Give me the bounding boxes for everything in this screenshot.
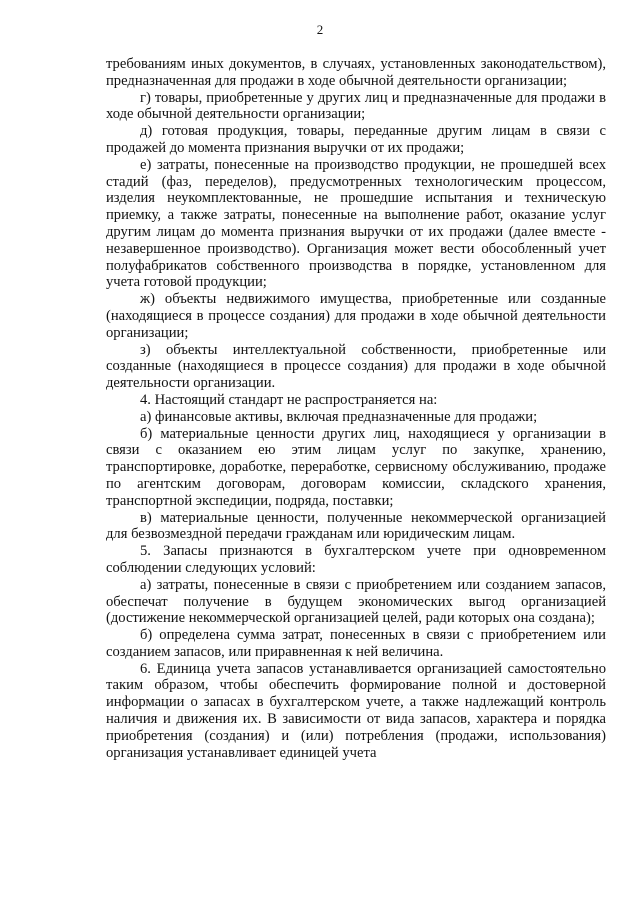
paragraph-clause-6: 6. Единица учета запасов устанавливается организацией самостоятельно таким образом, чтобы обеспечить формирование полной и достоверной информации о запасах в бухгалтерском учете, а также надлежащий контроль наличия и движения их. В зависимости от вида запасов, характера и порядка приобретения (создания) и (или) потребления (продажи, использования) организация устанавливает единицей учета — [106, 660, 606, 761]
paragraph-clause-5-b: б) определена сумма затрат, понесенных в связи с приобретением или созданием запасов, или приравненная к ней величина. — [106, 627, 606, 660]
paragraph-item-zh: ж) объекты недвижимого имущества, приобретенные или созданные (находящиеся в процессе создания) для продажи в ходе обычной деятельности организации; — [106, 291, 606, 341]
paragraph-clause-5-a: а) затраты, понесенные в связи с приобретением или созданием запасов, обеспечат получение в будущем экономических выгод организацией (достижение некоммерческой организацией целей, ради которых она создана); — [106, 576, 606, 627]
paragraph-clause-4-a: а) финансовые активы, включая предназначенные для продажи; — [140, 408, 538, 425]
paragraph-clause-4-v: в) материальные ценности, полученные некоммерческой организацией для безвозмездной передачи гражданам или юридическим лицам. — [106, 509, 606, 543]
paragraph-clause-4-b: б) материальные ценности других лиц, находящиеся у организации в связи с оказанием ею этим лицам услуг по закупке, хранению, транспортировке, доработке, переработке, сервисному обслуживанию, продаже по агентским договорам, договорам комиссии, складского хранения, транспортной экспедиции, подряда, поставки; — [106, 425, 606, 509]
page-number: 2 — [316, 22, 324, 37]
paragraph-item-g: г) товары, приобретенные у других лиц и предназначенные для продажи в ходе обычной деятельности организации; — [106, 89, 606, 123]
paragraph-continuation: требованиям иных документов, в случаях, установленных законодательством), предназначенная для продажи в ходе обычной деятельности организации; — [106, 56, 606, 89]
paragraph-item-e: е) затраты, понесенные на производство продукции, не прошедшей всех стадий (фаз, переделов), предусмотренных технологическим процессом, изделия неукомплектованные, не прошедшие испытания и техническую приемку, а также затраты, понесенные на выполнение работ, оказание услуг другим лицам до момента признания выручки от их продажи (далее вместе - незавершенное производство). Организация может вести обособленный учет полуфабрикатов собственного производства в порядке, установленном для учета готовой продукции; — [106, 156, 606, 291]
document-body — [106, 56, 606, 761]
paragraph-clause-5: 5. Запасы признаются в бухгалтерском учете при одновременном соблюдении следующих условий: — [106, 543, 606, 576]
paragraph-clause-4: 4. Настоящий стандарт не распространяется на: — [140, 391, 438, 408]
paragraph-item-d: д) готовая продукция, товары, переданные другим лицам в связи с продажей до момента признания выручки от их продажи; — [106, 123, 606, 156]
paragraph-item-z: з) объекты интеллектуальной собственности, приобретенные или созданные (находящиеся в процессе создания) для продажи в ходе обычной деятельности организации. — [106, 341, 606, 392]
